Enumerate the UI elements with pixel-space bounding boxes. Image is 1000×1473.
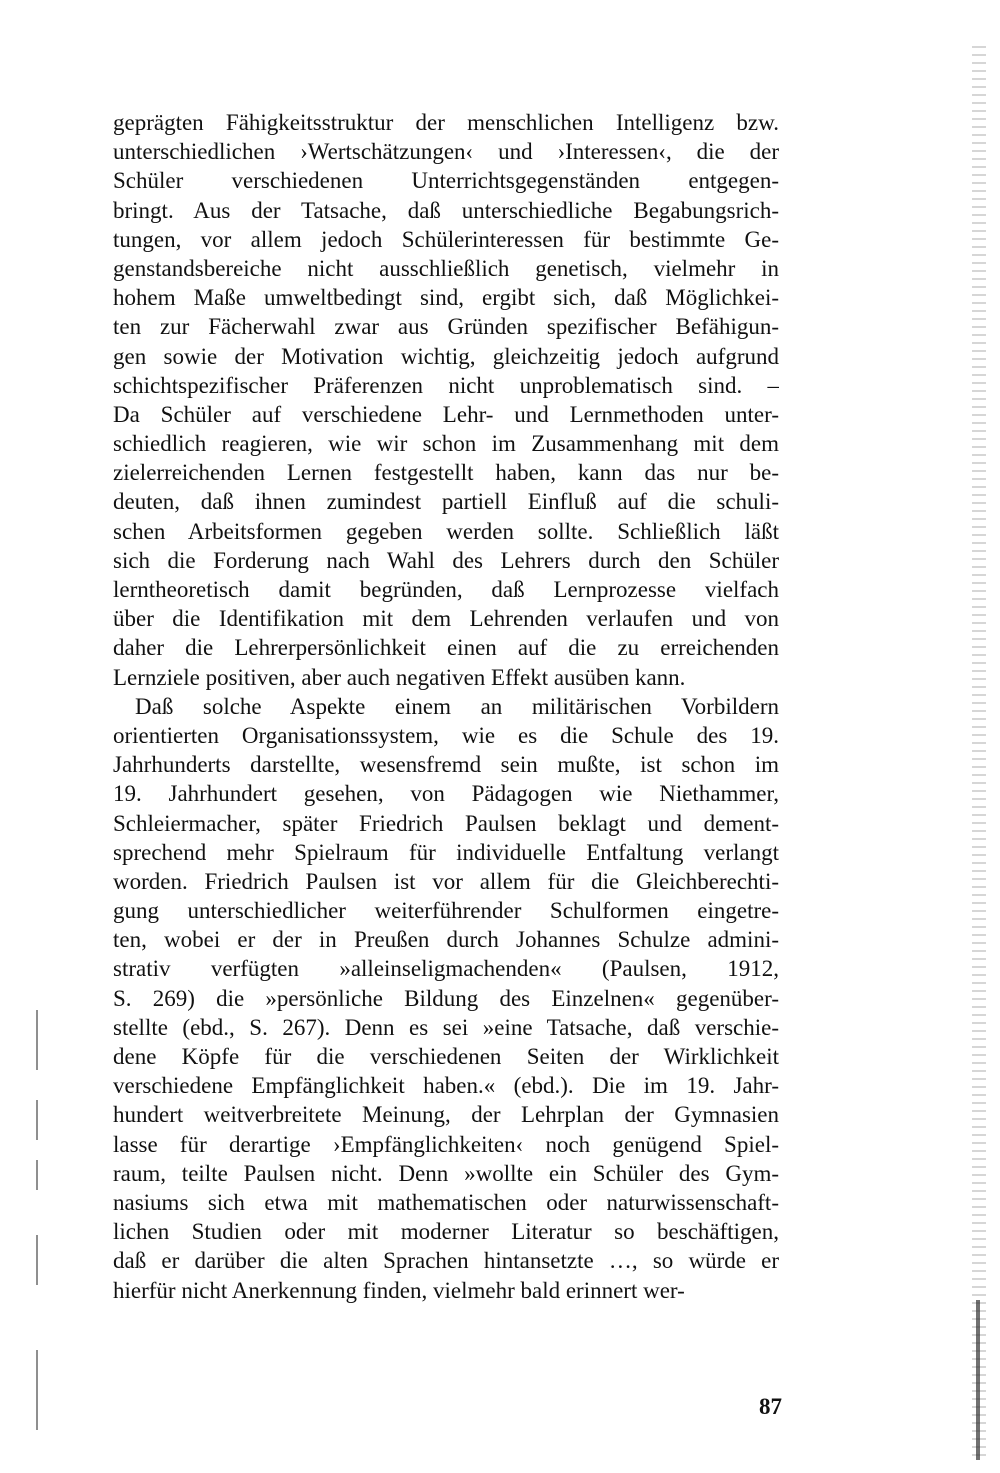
text-line: bringt. Aus der Tatsache, daß unterschiedliche Begabungsrich- [113, 197, 779, 223]
text-line: genstandsbereiche nicht ausschließlich genetisch, vielmehr in [113, 255, 779, 281]
text-line: lichen Studien oder mit moderner Literatur so beschäftigen, [113, 1219, 779, 1245]
text-line: lerntheoretisch damit begründen, daß Lernprozesse vielfach [113, 577, 779, 602]
text-line: schiedlich reagieren, wie wir schon im Zusammenhang mit dem [113, 431, 779, 457]
margin-mark [36, 1010, 38, 1070]
text-line: sich die Forderung nach Wahl des Lehrers durch den Schüler [113, 547, 779, 573]
text-line: orientierten Organisationssystem, wie es die Schule des 19. [113, 722, 779, 748]
text-line: hundert weitverbreitete Meinung, der Lehrplan der Gymnasien [113, 1102, 779, 1128]
margin-mark [36, 1160, 38, 1190]
text-line: ten zur Fächerwahl zwar aus Gründen spezifischer Befähigun- [113, 314, 779, 340]
text-line: ten, wobei er der in Preußen durch Johannes Schulze admini- [113, 927, 779, 953]
text-line: daß er darüber die alten Sprachen hintansetzte …, so würde er [113, 1248, 779, 1274]
text-line: strativ verfügten »alleinseligmachenden« (Paulsen, 1912, [113, 956, 779, 982]
text-line: Da Schüler auf verschiedene Lehr- und Lernmethoden unter- [113, 401, 779, 427]
text-line: gen sowie der Motivation wichtig, gleichzeitig jedoch aufgrund [113, 343, 779, 369]
text-line: lasse für derartige ›Empfänglichkeiten‹ noch genügend Spiel- [113, 1131, 779, 1157]
text-line: deuten, daß ihnen zumindest partiell Einfluß auf die schuli- [113, 489, 779, 515]
scan-edge-shadow [976, 1300, 980, 1460]
page-number: 87 [759, 1394, 782, 1419]
text-line: Jahrhunderts darstellte, wesensfremd sein mußte, ist schon im [113, 752, 779, 778]
text-line: tungen, vor allem jedoch Schülerinteressen für bestimmte Ge- [113, 226, 779, 252]
margin-mark [36, 1235, 38, 1285]
scan-edge-artifact [972, 40, 986, 1460]
paragraph [113, 692, 779, 1305]
text-line: verschiedene Empfänglichkeit haben.« (ebd.). Die im 19. Jahr- [113, 1073, 779, 1099]
text-line: hierfür nicht Anerkennung finden, vielmehr bald erinnert wer- [113, 1277, 685, 1303]
text-line: worden. Friedrich Paulsen ist vor allem für die Gleichberechti- [113, 868, 779, 894]
text-line: dene Köpfe für die verschiedenen Seiten der Wirklichkeit [113, 1044, 779, 1069]
text-line: daher die Lehrerpersönlichkeit einen auf die zu erreichenden [113, 635, 779, 661]
text-line: gung unterschiedlicher weiterführender Schulformen eingetre- [113, 898, 779, 924]
margin-mark [36, 1350, 38, 1430]
text-line: hohem Maße umweltbedingt sind, ergibt sich, daß Möglichkei- [113, 285, 779, 311]
text-line: raum, teilte Paulsen nicht. Denn »wollte ein Schüler des Gym- [113, 1160, 779, 1186]
text-line: zielerreichenden Lernen festgestellt haben, kann das nur be- [113, 460, 779, 486]
text-line: geprägten Fähigkeitsstruktur der menschlichen Intelligenz bzw. [113, 110, 779, 135]
text-line: S. 269) die »persönliche Bildung des Einzelnen« gegenüber- [113, 985, 779, 1011]
text-line: Daß solche Aspekte einem an militärischen Vorbildern [135, 693, 779, 719]
text-line: schichtspezifischer Präferenzen nicht unproblematisch sind. – [113, 372, 779, 398]
text-line: stellte (ebd., S. 267). Denn es sei »eine Tatsache, daß verschie- [113, 1014, 779, 1040]
text-line: sprechend mehr Spielraum für individuelle Entfaltung verlangt [113, 839, 779, 865]
text-line: Schleiermacher, später Friedrich Paulsen beklagt und dement- [113, 810, 779, 836]
text-line: über die Identifikation mit dem Lehrenden verlaufen und von [113, 606, 779, 632]
body-text [113, 108, 779, 1305]
text-line: 19. Jahrhundert gesehen, von Pädagogen wie Niethammer, [113, 781, 779, 807]
text-line: nasiums sich etwa mit mathematischen oder naturwissenschaft- [113, 1189, 779, 1215]
text-line: unterschiedlichen ›Wertschätzungen‹ und ›Interessen‹, die der [113, 139, 779, 165]
paragraph [113, 108, 779, 692]
text-line: Schüler verschiedenen Unterrichtsgegenständen entgegen- [113, 168, 779, 194]
margin-mark [36, 1100, 38, 1140]
text-line: Lernziele positiven, aber auch negativen Effekt ausüben kann. [113, 664, 686, 690]
text-line: schen Arbeitsformen gegeben werden sollte. Schließlich läßt [113, 518, 779, 544]
